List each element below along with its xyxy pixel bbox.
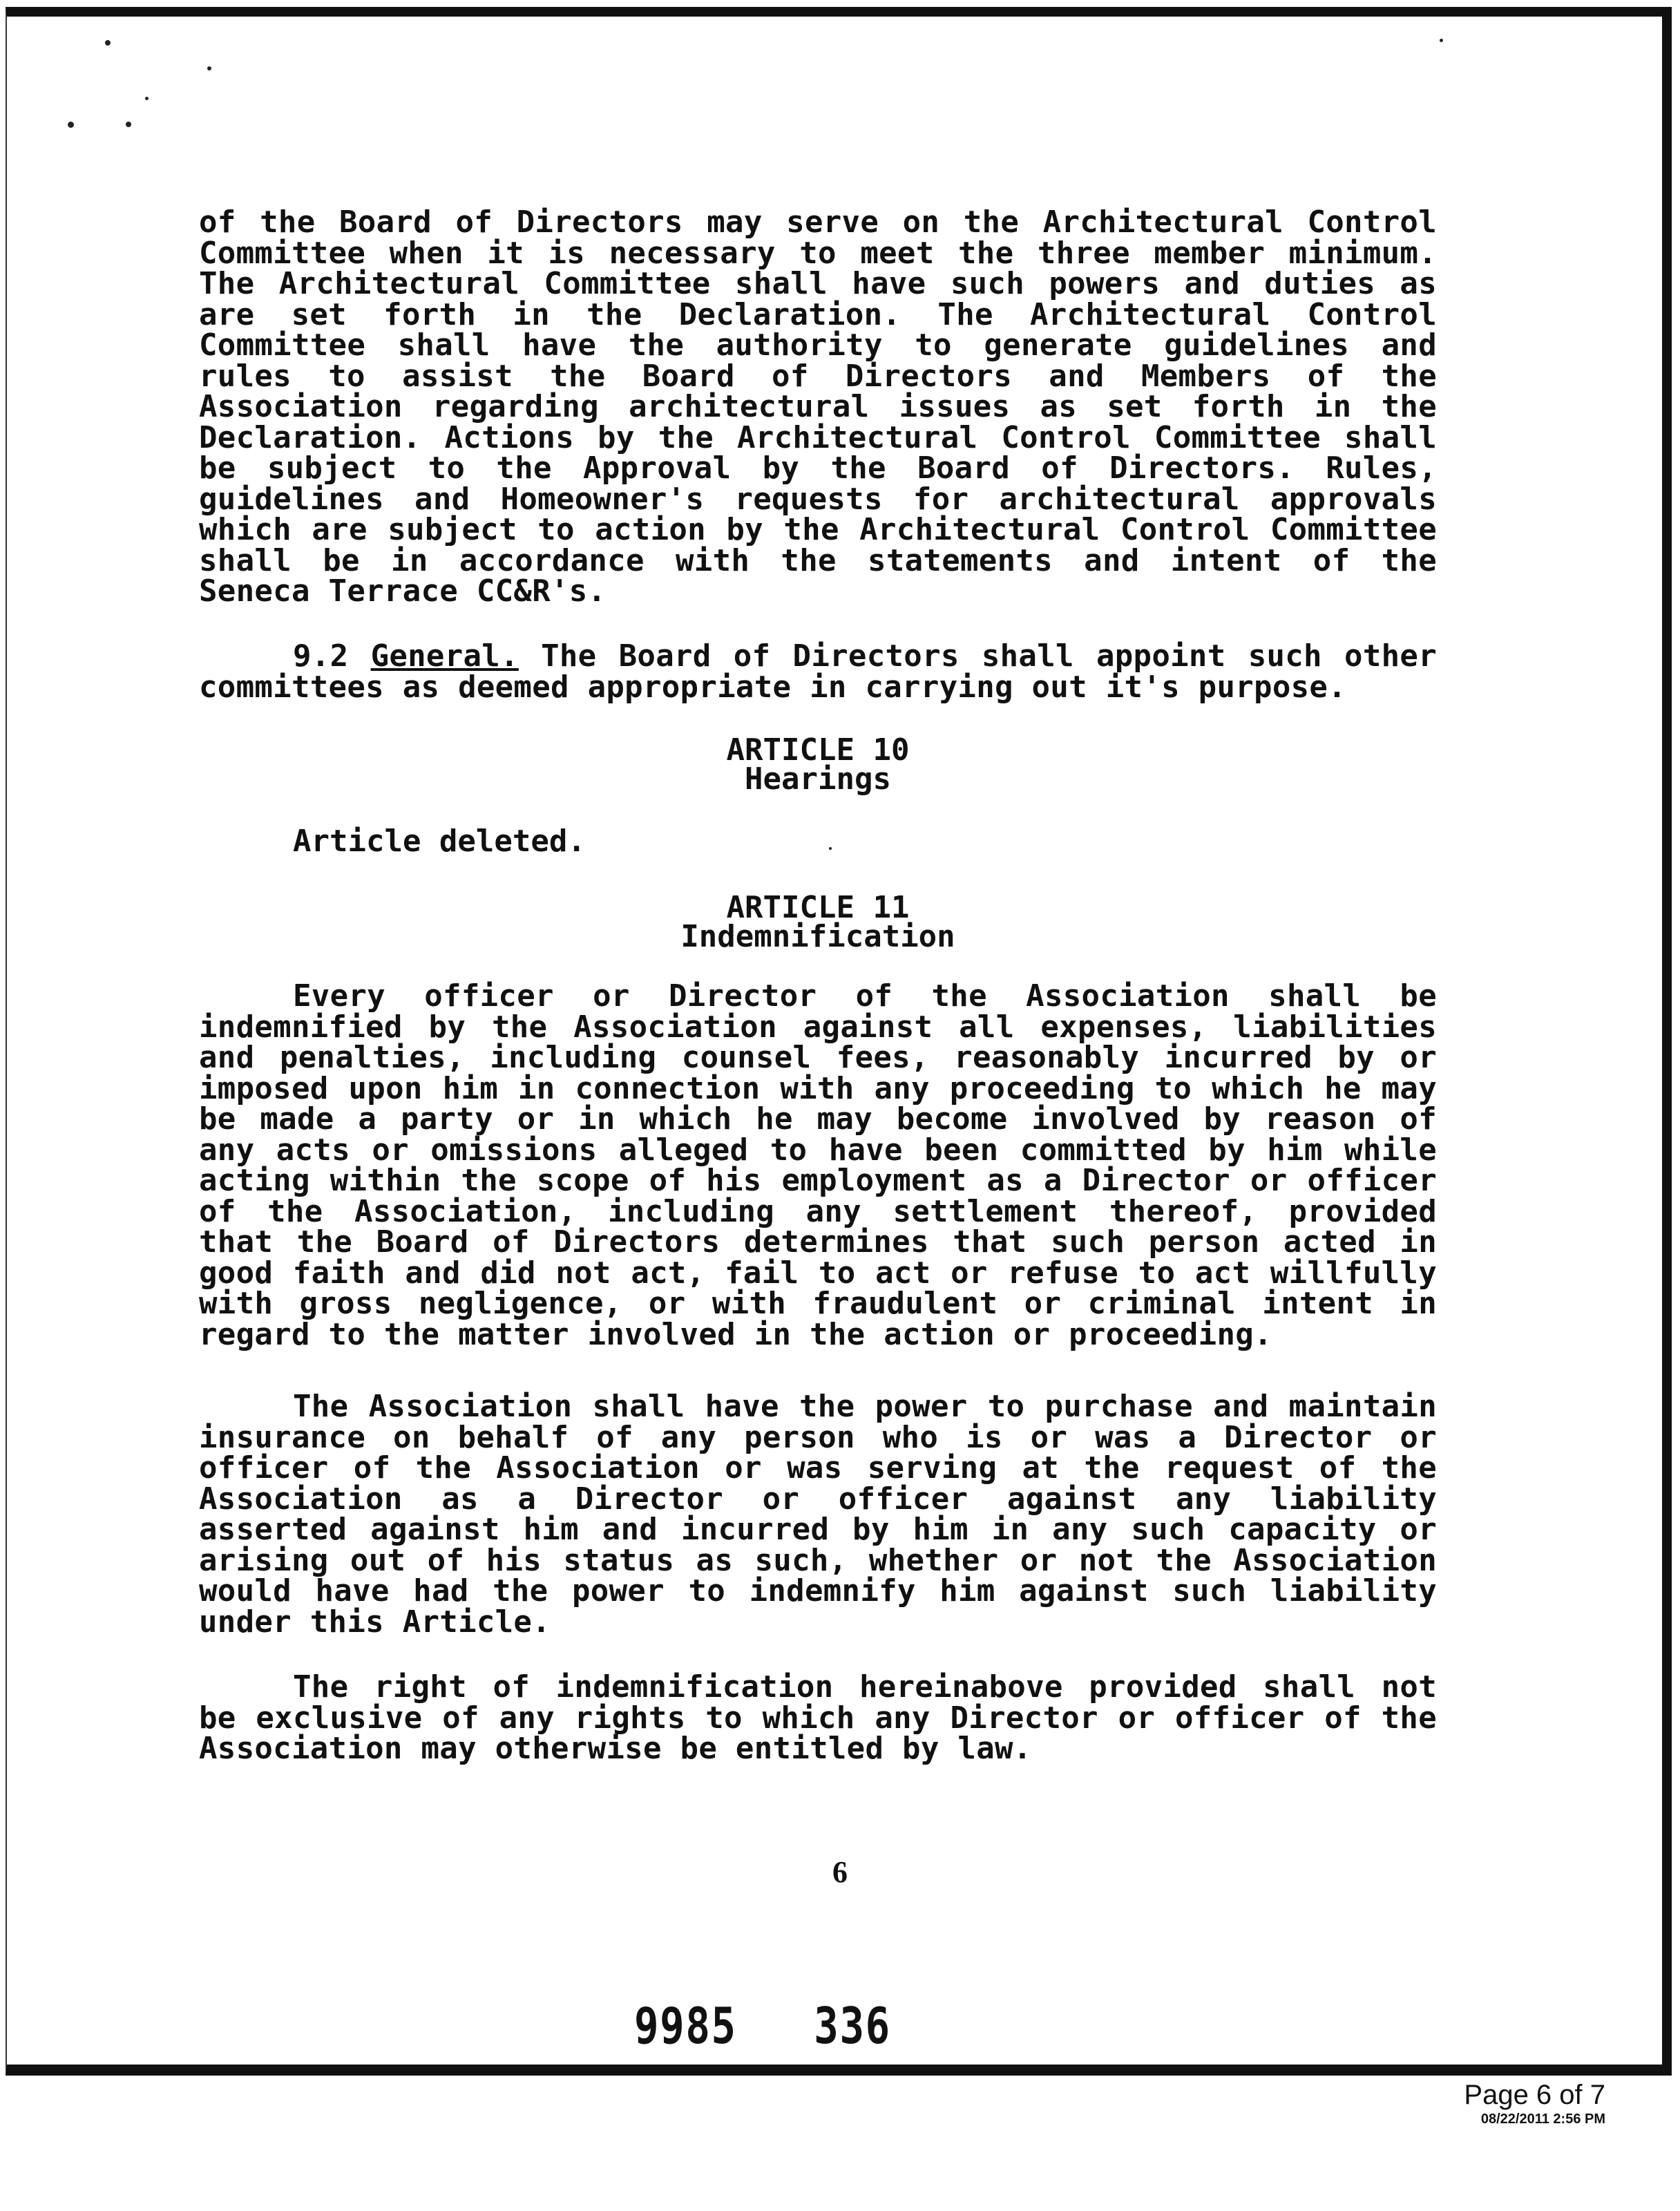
page-number: 6 — [832, 1855, 848, 1889]
indemnification-paragraph-1: Every officer or Director of the Association shall be indemnified by the Association against all expenses, liabilities and penalties, including counsel fees, reasonably incurred by or imposed upon him in connection with any proceeding to which he may be made a party or in which he may become involved by reason of any acts or omissions alleged to have been committed by him while acting within the scope of his employment as a Director or officer of the Association, including any settlement thereof, provided that the Board of Directors determines that such person acted in good faith and did not act, fail to act or refuse to act willfully with gross negligence, or with fraudulent or criminal intent in regard to the matter involved in the action or proceeding. — [199, 978, 1437, 1352]
scan-speck — [105, 40, 111, 46]
scan-speck — [145, 97, 149, 100]
architectural-committee-paragraph: of the Board of Directors may serve on the Architectural Control Committee when it is necessary to meet the three member minimum. The Architectural Committee shall have such powers and duties as are set forth in the Declaration. The Architectural Control Committee shall have the authority to generate guidelines and rules to assist the Board of Directors and Members of the Association regarding architectural issues as set forth in the Declaration. Actions by the Architectural Control Committee shall be subject to the Approval by the Board of Directors. Rules, guidelines and Homeowner's requests for architectural approvals which are subject to action by the Architectural Control Committee shall be in accordance with the statements and intent of the Seneca Terrace CC&R's. — [199, 205, 1437, 609]
section-number: 9.2 — [293, 638, 349, 674]
scan-speck — [829, 847, 832, 850]
scan-speck — [207, 66, 211, 70]
article-10-label: ARTICLE 10 — [726, 732, 910, 768]
article-11-label: ARTICLE 11 — [726, 890, 910, 925]
page-of-label: Page 6 of 7 — [1464, 2080, 1605, 2110]
scan-speck — [1440, 39, 1443, 42]
section-text: The Board of Directors shall appoint such other committees as deemed appropriate in carrying out it's purpose. — [199, 638, 1437, 705]
section-title: General. — [370, 638, 519, 674]
general-paragraph — [199, 638, 1437, 705]
article-deleted-note: Article deleted. — [293, 824, 586, 859]
indemnification-paragraph-2: The Association shall have the power to purchase and maintain insurance on behalf of any person who is or was a Director or officer of the Association or was serving at the request of the Association as a Director or officer against any liability asserted against him and incurred by him in any such capacity or arising out of his status as such, whether or not the Association would have had the power to indemnify him against such liability under this Article. — [199, 1389, 1437, 1640]
print-timestamp: 08/22/2011 2:56 PM — [1480, 2112, 1605, 2127]
article-10-title: Hearings — [745, 761, 891, 797]
scan-speck — [68, 122, 74, 128]
scan-speck — [126, 122, 131, 127]
recording-stamp: 9985 336 — [634, 1997, 891, 2055]
indemnification-paragraph-3: The right of indemnification hereinabove provided shall not be exclusive of any rights to which any Director or officer of the Association may otherwise be entitled by law. — [199, 1669, 1437, 1766]
article-11-title: Indemnification — [680, 919, 955, 954]
